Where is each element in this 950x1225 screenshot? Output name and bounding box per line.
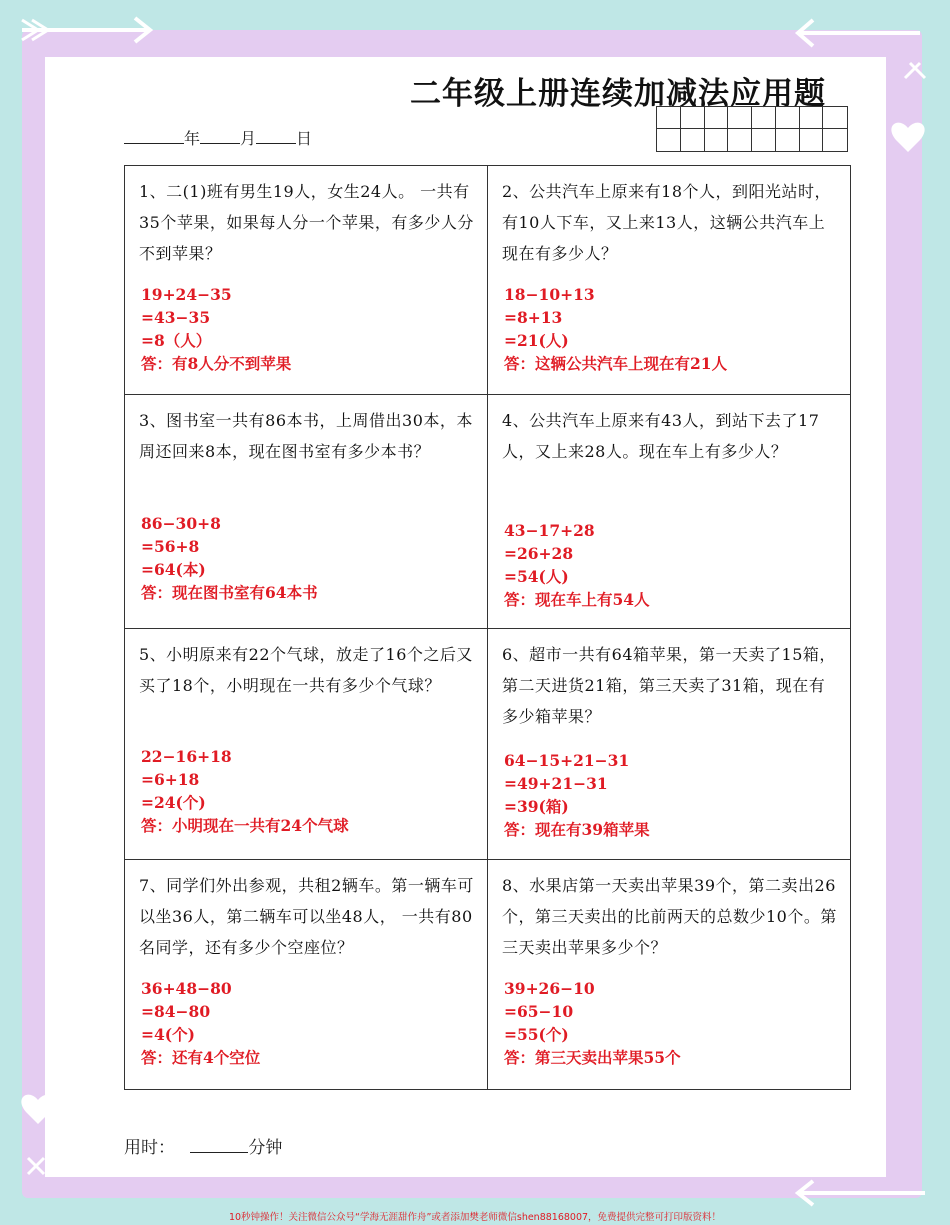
solution-step: 39+26−10 — [504, 979, 595, 998]
solution-step: =54(人) — [504, 567, 569, 586]
problem-cell — [488, 395, 850, 629]
solution-step: =26+28 — [504, 544, 574, 563]
page-title: 二年级上册连续加减法应用题 — [410, 76, 826, 112]
time-unit: 分钟 — [248, 1138, 283, 1158]
solution-answer: 答：还有4个空位 — [141, 1048, 261, 1067]
problem-question: 8、水果店第一天卖出苹果39个，第二卖出26个，第三天卖出的比前两天的总数少10个。第三天卖出苹果多少个？ — [502, 876, 837, 957]
problem-solution — [504, 519, 650, 611]
solution-step: 64−15+21−31 — [504, 751, 630, 770]
solution-step: =65−10 — [504, 1002, 574, 1021]
solution-step: =64(本) — [141, 560, 206, 579]
solution-step: =8（人） — [141, 331, 212, 350]
problem-solution — [504, 283, 727, 375]
solution-step: 86−30+8 — [141, 514, 221, 533]
solution-step: =49+21−31 — [504, 774, 608, 793]
year-label: 年 — [184, 129, 201, 148]
solution-step: 18−10+13 — [504, 285, 595, 304]
solution-step: 43−17+28 — [504, 521, 595, 540]
solution-answer: 答：现在有39箱苹果 — [504, 820, 650, 839]
solution-step: 36+48−80 — [141, 979, 232, 998]
time-label: 用时： — [124, 1138, 175, 1158]
problem-cell — [125, 166, 488, 395]
solution-answer: 答：现在图书室有64本书 — [141, 583, 318, 602]
problem-question: 5、小明原来有22个气球，放走了16个之后又买了18个，小明现在一共有多少个气球？ — [139, 645, 473, 695]
problem-question: 1、二(1)班有男生19人，女生24人。 一共有35个苹果，如果每人分一个苹果，有多少人分不到苹果？ — [139, 182, 474, 263]
arrow-decoration-bottom-icon — [790, 1175, 940, 1211]
solution-answer: 答：现在车上有54人 — [504, 590, 650, 609]
solution-step: 22−16+18 — [141, 747, 232, 766]
month-label: 月 — [240, 129, 257, 148]
problem-cell — [125, 860, 488, 1089]
problem-cell — [125, 629, 488, 860]
problem-cell — [125, 395, 488, 629]
solution-step: =6+18 — [141, 770, 200, 789]
solution-step: =39(箱) — [504, 797, 569, 816]
problem-solution — [141, 745, 349, 837]
solution-answer: 答：这辆公共汽车上现在有21人 — [504, 354, 728, 373]
problem-cell — [488, 860, 850, 1089]
time-used-line — [124, 1133, 282, 1158]
problem-cell — [488, 166, 850, 395]
arrow-decoration-icon — [10, 8, 160, 58]
problem-solution — [141, 283, 291, 375]
problem-question: 4、公共汽车上原来有43人，到站下去了17人，又上来28人。现在车上有多少人？ — [502, 411, 820, 461]
day-label: 日 — [296, 129, 313, 148]
solution-step: 19+24−35 — [141, 285, 232, 304]
solution-step: =55(个) — [504, 1025, 569, 1044]
problem-question: 7、同学们外出参观，共租2辆车。第一辆车可以坐36人，第二辆车可以坐48人， 一共有80名同学，还有多少个空座位？ — [139, 876, 474, 957]
problem-question: 2、公共汽车上原来有18个人，到阳光站时，有10人下车，又上来13人，这辆公共汽车上现在有多少人？ — [502, 182, 832, 263]
solution-step: =43−35 — [141, 308, 211, 327]
problem-cell — [488, 629, 850, 860]
solution-step: =8+13 — [504, 308, 563, 327]
solution-step: =84−80 — [141, 1002, 211, 1021]
promo-note: 10秒钟操作！关注微信公众号“学海无涯甜作舟”或者添加樊老师微信shen88168007，免费提供完整可打印版资料！ — [228, 1212, 722, 1223]
problems-table — [124, 165, 851, 1090]
score-grid — [656, 106, 848, 152]
solution-step: =56+8 — [141, 537, 200, 556]
problem-solution — [141, 977, 260, 1069]
solution-step: =24(个) — [141, 793, 206, 812]
problem-solution — [504, 977, 681, 1069]
problem-question: 6、超市一共有64箱苹果，第一天卖了15箱，第二天进货21箱，第三天卖了31箱，现在有多少箱苹果？ — [502, 645, 836, 726]
problem-solution — [504, 749, 650, 841]
solution-answer: 答：有8人分不到苹果 — [141, 354, 292, 373]
problem-question: 3、图书室一共有86本书，上周借出30本，本周还回来8本，现在图书室有多少本书？ — [139, 411, 473, 461]
solution-answer: 答：第三天卖出苹果55个 — [504, 1048, 681, 1067]
problem-solution — [141, 512, 318, 604]
solution-answer: 答：小明现在一共有24个气球 — [141, 816, 349, 835]
solution-step: =21(人) — [504, 331, 569, 350]
date-line — [124, 126, 312, 149]
solution-step: =4(个) — [141, 1025, 195, 1044]
